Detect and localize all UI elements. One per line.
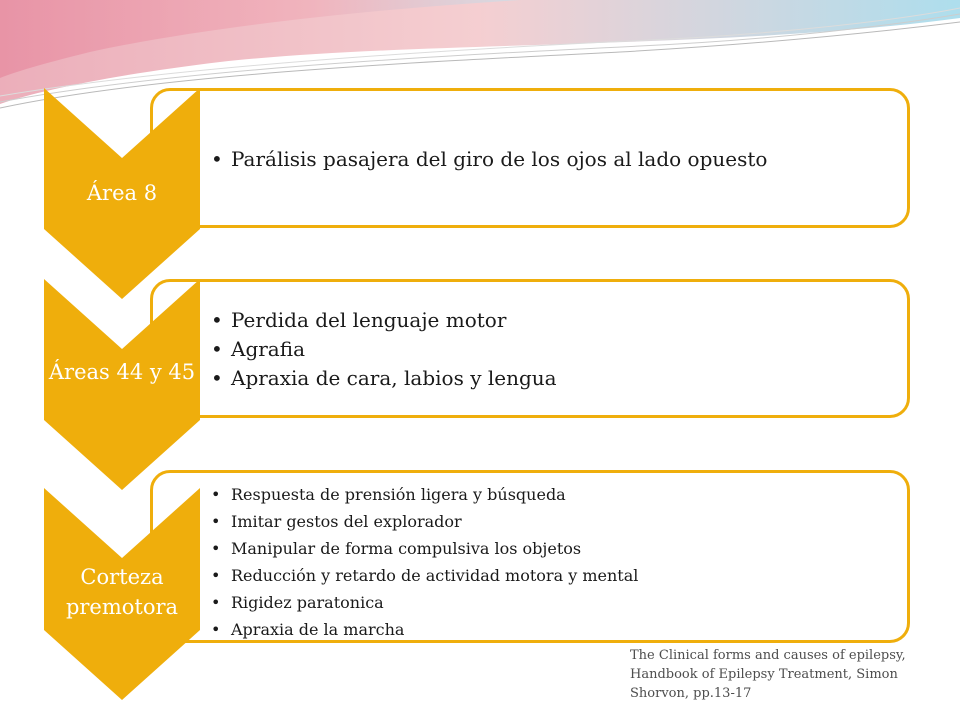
row-3-box bbox=[150, 470, 910, 643]
row-3-chevron bbox=[44, 488, 200, 700]
row-2-list bbox=[231, 306, 557, 393]
row-2-item-2: • Agrafia bbox=[231, 335, 557, 364]
row-1-list bbox=[231, 147, 767, 171]
row-3-item-5: • Rigidez paratonica bbox=[231, 589, 638, 616]
row-2-item-3: • Apraxia de cara, labios y lengua bbox=[231, 364, 557, 393]
row-3-label: Corteza premotora bbox=[65, 565, 179, 619]
row-1-label: Área 8 bbox=[86, 181, 158, 205]
row-3-list bbox=[231, 481, 638, 643]
citation: The Clinical forms and causes of epilepsy, Handbook of Epilepsy Treatment, Simon Shorvon, pp.13-17 bbox=[630, 648, 906, 701]
row-2-chevron bbox=[44, 279, 200, 490]
row-2-item-1: • Perdida del lenguaje motor bbox=[231, 306, 557, 335]
row-1-box bbox=[150, 88, 910, 228]
row-3-item-2: • Imitar gestos del explorador bbox=[231, 508, 638, 535]
row-1-chevron bbox=[44, 88, 200, 299]
row-3-item-1: • Respuesta de prensión ligera y búsqueda bbox=[231, 481, 638, 508]
row-2-label: Áreas 44 y 45 bbox=[48, 360, 196, 384]
row-2-box bbox=[150, 279, 910, 418]
row-3-item-4: • Reducción y retardo de actividad motora y mental bbox=[231, 562, 638, 589]
row-3-item-3: • Manipular de forma compulsiva los objetos bbox=[231, 535, 638, 562]
row-1-item-1: • Parálisis pasajera del giro de los ojos al lado opuesto bbox=[231, 147, 767, 171]
row-3-item-6: • Apraxia de la marcha bbox=[231, 616, 638, 643]
